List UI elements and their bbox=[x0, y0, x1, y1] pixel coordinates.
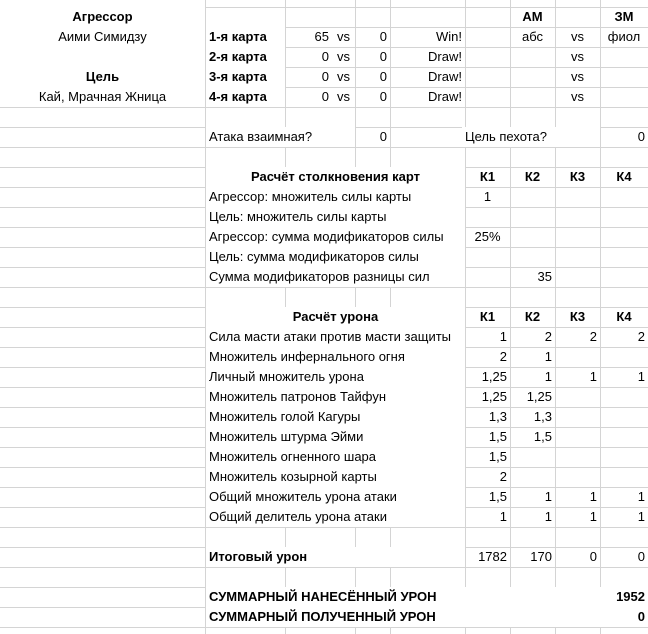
infantry-value[interactable]: 0 bbox=[637, 129, 645, 144]
clash-cell[interactable] bbox=[510, 227, 555, 247]
card-zm[interactable] bbox=[600, 87, 648, 107]
damage-cell[interactable]: 1 bbox=[589, 489, 597, 504]
clash-cell[interactable] bbox=[555, 247, 600, 267]
aggressor-name[interactable]: Аими Симидзу bbox=[0, 27, 205, 47]
damage-row-label[interactable]: Сила масти атаки против масти защиты bbox=[206, 327, 465, 347]
clash-col-k3[interactable]: К3 bbox=[569, 169, 586, 184]
card-label[interactable]: 1-я карта bbox=[206, 27, 285, 47]
clash-cell[interactable]: 1 bbox=[483, 189, 492, 204]
clash-cell[interactable] bbox=[465, 247, 510, 267]
damage-cell[interactable]: 1 bbox=[499, 329, 507, 344]
damage-row-label[interactable]: Множитель огненного шара bbox=[206, 447, 465, 467]
damage-cell[interactable]: 1,5 bbox=[488, 429, 507, 444]
damage-row-label[interactable]: Личный множитель урона bbox=[206, 367, 465, 387]
card-result[interactable]: Win! bbox=[436, 29, 462, 44]
clash-col-k2[interactable]: К2 bbox=[524, 169, 541, 184]
damage-row-label[interactable]: Множитель штурма Эйми bbox=[206, 427, 465, 447]
damage-cell[interactable]: 1,3 bbox=[533, 409, 552, 424]
clash-title[interactable]: Расчёт столкновения карт bbox=[206, 167, 465, 187]
target-name[interactable]: Кай, Мрачная Жница bbox=[0, 87, 205, 107]
clash-cell[interactable] bbox=[600, 247, 648, 267]
clash-cell[interactable] bbox=[600, 187, 648, 207]
damage-row-label[interactable]: Множитель голой Кагуры bbox=[206, 407, 465, 427]
damage-cell[interactable]: 1,25 bbox=[526, 389, 552, 404]
total-damage-cell[interactable]: 170 bbox=[530, 549, 552, 564]
damage-col-k4[interactable]: К4 bbox=[616, 309, 632, 324]
damage-cell[interactable]: 1 bbox=[637, 509, 645, 524]
damage-cell[interactable]: 1 bbox=[589, 509, 597, 524]
clash-row-label[interactable]: Агрессор: сумма модификаторов силы bbox=[206, 227, 465, 247]
card-defense-value[interactable]: 0 bbox=[379, 69, 387, 84]
clash-cell[interactable] bbox=[555, 187, 600, 207]
damage-cell[interactable]: 1 bbox=[544, 489, 552, 504]
mutual-attack-label[interactable]: Атака взаимная? bbox=[206, 127, 355, 147]
card-label[interactable]: 2-я карта bbox=[206, 47, 285, 67]
damage-cell[interactable]: 2 bbox=[544, 329, 552, 344]
damage-cell[interactable] bbox=[600, 407, 648, 427]
clash-row-label[interactable]: Цель: сумма модификаторов силы bbox=[206, 247, 465, 267]
damage-cell[interactable] bbox=[600, 347, 648, 367]
damage-cell[interactable]: 1 bbox=[637, 489, 645, 504]
mutual-attack-value[interactable]: 0 bbox=[379, 129, 387, 144]
card-label[interactable]: 4-я карта bbox=[206, 87, 285, 107]
damage-cell[interactable]: 1 bbox=[544, 369, 552, 384]
card-label[interactable]: 3-я карта bbox=[206, 67, 285, 87]
card-attack-value[interactable]: 0 bbox=[321, 89, 329, 104]
damage-col-k1[interactable]: К1 bbox=[479, 309, 496, 324]
damage-cell[interactable]: 1 bbox=[544, 349, 552, 364]
empty-cell[interactable] bbox=[0, 47, 205, 67]
clash-cell[interactable] bbox=[555, 227, 600, 247]
damage-cell[interactable] bbox=[600, 447, 648, 467]
aggressor-header[interactable]: Агрессор bbox=[0, 7, 205, 27]
card-am[interactable]: абс bbox=[521, 29, 544, 44]
clash-row-label[interactable]: Сумма модификаторов разницы сил bbox=[206, 267, 465, 287]
damage-cell[interactable] bbox=[600, 427, 648, 447]
damage-cell[interactable] bbox=[555, 447, 600, 467]
damage-title[interactable]: Расчёт урона bbox=[206, 307, 465, 327]
clash-cell[interactable] bbox=[510, 247, 555, 267]
card-vs[interactable]: vs bbox=[337, 49, 350, 64]
damage-row-label[interactable]: Множитель инфернального огня bbox=[206, 347, 465, 367]
clash-cell[interactable] bbox=[600, 267, 648, 287]
damage-col-k3[interactable]: К3 bbox=[569, 309, 586, 324]
card-vs2[interactable]: vs bbox=[571, 29, 584, 44]
damage-cell[interactable]: 1 bbox=[637, 369, 645, 384]
damage-cell[interactable]: 1 bbox=[544, 509, 552, 524]
damage-cell[interactable] bbox=[555, 427, 600, 447]
damage-cell[interactable] bbox=[555, 387, 600, 407]
target-header[interactable]: Цель bbox=[0, 67, 205, 87]
damage-cell[interactable] bbox=[555, 467, 600, 487]
card-attack-value[interactable]: 0 bbox=[321, 69, 329, 84]
card-vs[interactable]: vs bbox=[337, 69, 350, 84]
clash-cell[interactable]: 35 bbox=[537, 269, 552, 284]
damage-cell[interactable] bbox=[600, 467, 648, 487]
card-defense-value[interactable]: 0 bbox=[379, 29, 387, 44]
damage-cell[interactable]: 1,5 bbox=[488, 449, 507, 464]
damage-cell[interactable]: 1 bbox=[499, 509, 507, 524]
card-result[interactable]: Draw! bbox=[428, 49, 462, 64]
total-damage-cell[interactable]: 0 bbox=[637, 549, 645, 564]
damage-cell[interactable]: 1,25 bbox=[481, 369, 507, 384]
clash-row-label[interactable]: Агрессор: множитель силы карты bbox=[206, 187, 465, 207]
clash-col-k1[interactable]: К1 bbox=[479, 169, 496, 184]
card-zm[interactable] bbox=[600, 47, 648, 67]
card-am[interactable] bbox=[510, 47, 555, 67]
damage-row-label[interactable]: Множитель козырной карты bbox=[206, 467, 465, 487]
clash-cell[interactable] bbox=[510, 207, 555, 227]
card-vs[interactable]: vs bbox=[337, 29, 350, 44]
card-zm[interactable]: фиол bbox=[607, 29, 641, 44]
damage-cell[interactable]: 2 bbox=[499, 469, 507, 484]
clash-cell[interactable] bbox=[555, 207, 600, 227]
card-defense-value[interactable]: 0 bbox=[379, 89, 387, 104]
damage-cell[interactable]: 2 bbox=[589, 329, 597, 344]
infantry-label[interactable]: Цель пехота? bbox=[462, 127, 600, 147]
damage-cell[interactable]: 2 bbox=[637, 329, 645, 344]
damage-cell[interactable]: 1,5 bbox=[488, 489, 507, 504]
card-zm[interactable] bbox=[600, 67, 648, 87]
damage-row-label[interactable]: Множитель патронов Тайфун bbox=[206, 387, 465, 407]
card-result[interactable]: Draw! bbox=[428, 89, 462, 104]
card-vs2[interactable]: vs bbox=[571, 69, 584, 84]
card-attack-value[interactable]: 65 bbox=[314, 29, 329, 44]
card-defense-value[interactable]: 0 bbox=[379, 49, 387, 64]
card-result[interactable]: Draw! bbox=[428, 69, 462, 84]
clash-row-label[interactable]: Цель: множитель силы карты bbox=[206, 207, 465, 227]
damage-cell[interactable] bbox=[555, 347, 600, 367]
damage-cell[interactable] bbox=[600, 387, 648, 407]
clash-cell[interactable] bbox=[510, 187, 555, 207]
summary-received-value[interactable]: 0 bbox=[600, 607, 648, 627]
card-vs2[interactable]: vs bbox=[571, 89, 584, 104]
damage-row-label[interactable]: Общий делитель урона атаки bbox=[206, 507, 465, 527]
am-header[interactable]: АМ bbox=[522, 9, 543, 24]
damage-cell[interactable]: 1 bbox=[589, 369, 597, 384]
damage-cell[interactable]: 1,5 bbox=[533, 429, 552, 444]
damage-cell[interactable] bbox=[555, 407, 600, 427]
damage-cell[interactable]: 1,25 bbox=[481, 389, 507, 404]
total-damage-label[interactable]: Итоговый урон bbox=[206, 547, 465, 567]
clash-cell[interactable] bbox=[600, 227, 648, 247]
damage-cell[interactable]: 1,3 bbox=[488, 409, 507, 424]
card-am[interactable] bbox=[510, 67, 555, 87]
card-am[interactable] bbox=[510, 87, 555, 107]
total-damage-cell[interactable]: 0 bbox=[589, 549, 597, 564]
summary-dealt-value[interactable]: 1952 bbox=[600, 587, 648, 607]
zm-header[interactable]: ЗМ bbox=[614, 9, 634, 24]
clash-cell[interactable] bbox=[465, 207, 510, 227]
clash-cell[interactable] bbox=[465, 267, 510, 287]
damage-col-k2[interactable]: К2 bbox=[524, 309, 541, 324]
total-damage-cell[interactable]: 1782 bbox=[478, 549, 507, 564]
damage-cell[interactable] bbox=[510, 447, 555, 467]
card-attack-value[interactable]: 0 bbox=[321, 49, 329, 64]
clash-cell[interactable] bbox=[555, 267, 600, 287]
card-vs[interactable]: vs bbox=[337, 89, 350, 104]
summary-dealt-label[interactable]: СУММАРНЫЙ НАНЕСЁННЫЙ УРОН bbox=[206, 587, 600, 607]
summary-received-label[interactable]: СУММАРНЫЙ ПОЛУЧЕННЫЙ УРОН bbox=[206, 607, 600, 627]
clash-col-k4[interactable]: К4 bbox=[616, 169, 632, 184]
clash-cell[interactable]: 25% bbox=[474, 229, 501, 244]
damage-cell[interactable]: 2 bbox=[499, 349, 507, 364]
clash-cell[interactable] bbox=[600, 207, 648, 227]
damage-cell[interactable] bbox=[510, 467, 555, 487]
card-vs2[interactable]: vs bbox=[571, 49, 584, 64]
damage-row-label[interactable]: Общий множитель урона атаки bbox=[206, 487, 465, 507]
